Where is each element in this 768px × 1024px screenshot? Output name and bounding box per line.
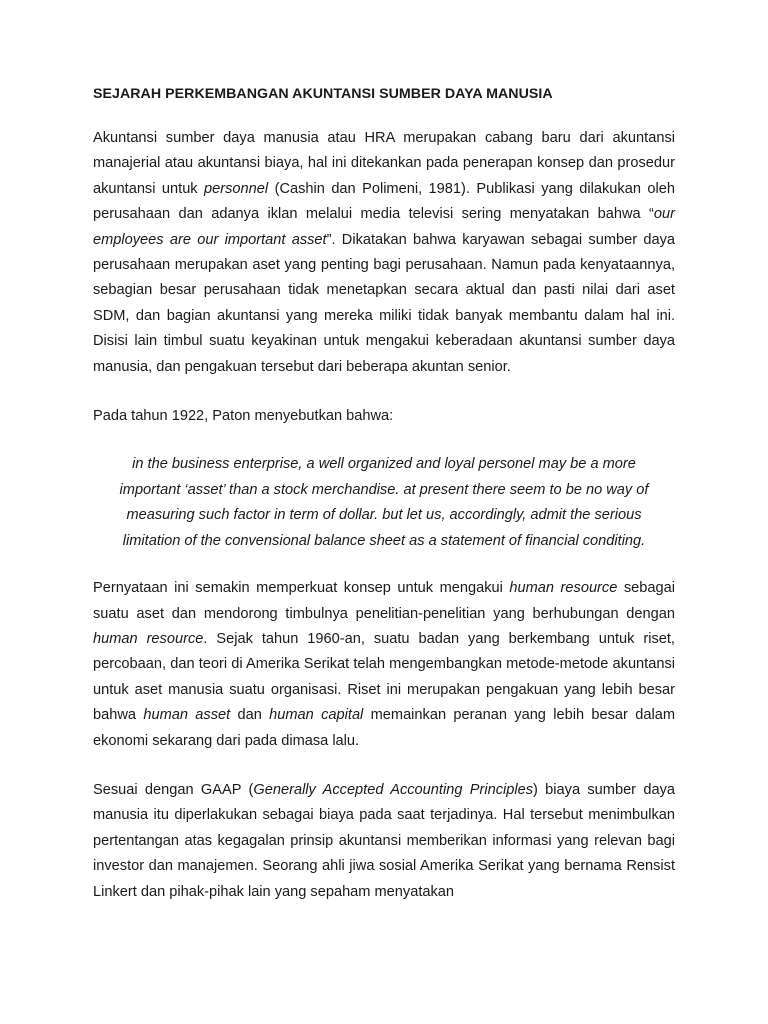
- quote-line-2: important ‘asset’ than a stock merchandise. at present there seem to be no way of: [119, 481, 649, 498]
- quote-line-1: in the business enterprise, a well organized and loyal personel may be a more: [132, 456, 636, 473]
- paragraph-4: Sesuai dengan GAAP (Generally Accepted Accounting Principles) biaya sumber daya manusia itu diperlakukan sebagai biaya pada saat terjadinya. Hal tersebut menimbulkan pertentangan atas kegagalan prinsip akuntansi memberikan informasi yang relevan bagi investor dan manajemen. Seorang ahli jiwa sosial Amerika Serikat yang bernama Rensist Linkert dan pihak-pihak lain yang sepaham menyatakan: [93, 781, 675, 900]
- italic-term: human asset: [143, 707, 231, 724]
- block-quote: [93, 452, 675, 554]
- italic-term: our employees are our important asset: [93, 206, 675, 248]
- paragraph-2: Pada tahun 1922, Paton menyebutkan bahwa:: [93, 408, 394, 425]
- italic-term: human capital: [269, 707, 364, 724]
- italic-term: Generally Accepted Accounting Principles: [253, 781, 534, 798]
- italic-term: human resource: [509, 580, 618, 597]
- italic-term: personnel: [204, 180, 269, 197]
- quote-line-4: limitation of the convensional balance sheet as a statement of financial conditing.: [122, 532, 646, 549]
- paragraph-3: Pernyataan ini semakin memperkuat konsep untuk mengakui human resource sebagai suatu aset dan mendorong timbulnya penelitian-penelitian yang berhubungan dengan human resource. Sejak tahun 1960-an, suatu badan yang berkembang untuk riset, percobaan, dan teori di Amerika Serikat telah mengembangkan metode-metode akuntansi untuk aset manusia suatu organisasi. Riset ini merupakan pengakuan yang lebih besar bahwa human asset dan human capital memainkan peranan yang lebih besar dalam ekonomi sekarang dari pada dimasa lalu.: [93, 580, 675, 749]
- quote-line-3: measuring such factor in term of dollar. but let us, accordingly, admit the serious: [126, 507, 642, 524]
- italic-term: human resource: [93, 630, 204, 647]
- document-title: SEJARAH PERKEMBANGAN AKUNTANSI SUMBER DAYA MANUSIA: [93, 86, 553, 102]
- paragraph-1: Akuntansi sumber daya manusia atau HRA merupakan cabang baru dari akuntansi manajerial atau akuntansi biaya, hal ini ditekankan pada penerapan konsep dan prosedur akuntansi untuk personnel (Cashin dan Polimeni, 1981). Publikasi yang dilakukan oleh perusahaan dan adanya iklan melalui media televisi sering menyatakan bahwa “our employees are our important asset”. Dikatakan bahwa karyawan sebagai sumber daya perusahaan merupakan aset yang penting bagi perusahaan. Namun pada kenyataannya, sebagian besar perusahaan tidak menetapkan secara aktual dan pasti nilai dari aset SDM, dan bagian akuntansi yang mereka miliki tidak banyak membantu dalam hal ini. Disisi lain timbul suatu keyakinan untuk mengakui keberadaan akuntansi sumber daya manusia, dan pengakuan tersebut dari beberapa akuntan senior.: [93, 130, 675, 375]
